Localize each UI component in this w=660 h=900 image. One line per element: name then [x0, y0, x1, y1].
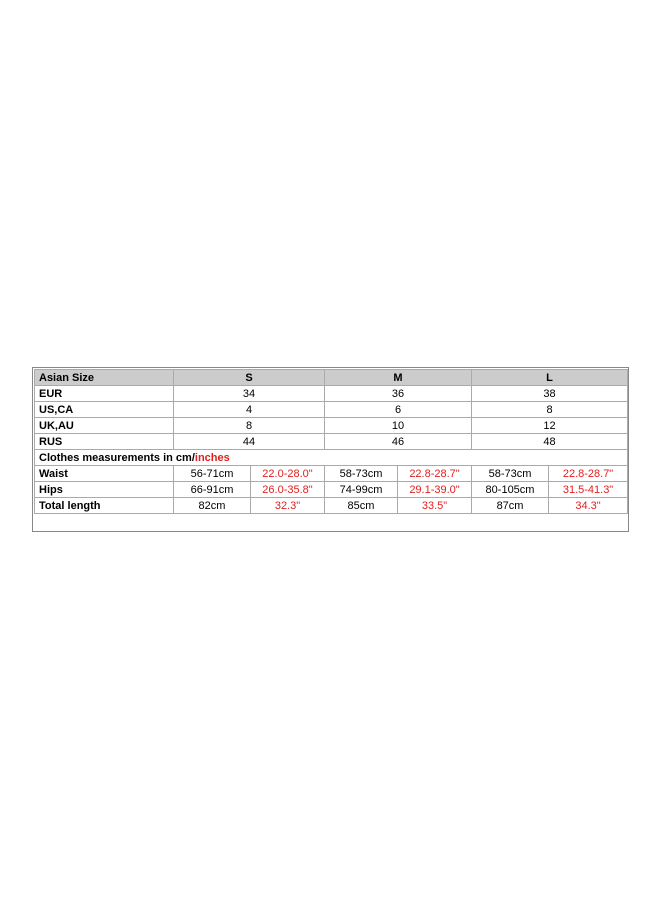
cell-m: 36	[325, 386, 472, 402]
section-title-highlight: inches	[194, 451, 230, 464]
row-label: EUR	[35, 386, 174, 402]
size-row-uk-au	[35, 418, 628, 434]
cell-l: 8	[472, 402, 628, 418]
row-label: Hips	[35, 482, 174, 498]
measurement-row-waist	[35, 466, 628, 482]
header-label: Asian Size	[35, 370, 174, 386]
size-chart-table	[34, 369, 628, 514]
cell-m-cm: 85cm	[325, 498, 398, 514]
cell-l: 48	[472, 434, 628, 450]
size-header-l: L	[472, 370, 628, 386]
cell-m: 46	[325, 434, 472, 450]
cell-l-inches: 22.8-28.7"	[549, 466, 628, 482]
row-label: UK,AU	[35, 418, 174, 434]
cell-s-inches: 22.0-28.0"	[251, 466, 325, 482]
row-label: Waist	[35, 466, 174, 482]
cell-s-inches: 32.3"	[251, 498, 325, 514]
cell-s: 4	[174, 402, 325, 418]
measurement-row-hips	[35, 482, 628, 498]
cell-l-inches: 34.3"	[549, 498, 628, 514]
cell-l: 12	[472, 418, 628, 434]
measurement-row-total-length	[35, 498, 628, 514]
size-row-eur	[35, 386, 628, 402]
row-label: RUS	[35, 434, 174, 450]
section-title	[35, 450, 628, 466]
cell-l: 38	[472, 386, 628, 402]
cell-l-cm: 80-105cm	[472, 482, 549, 498]
cell-l-cm: 87cm	[472, 498, 549, 514]
cell-m-cm: 74-99cm	[325, 482, 398, 498]
header-row	[35, 370, 628, 386]
cell-m-inches: 29.1-39.0"	[398, 482, 472, 498]
cell-s-inches: 26.0-35.8"	[251, 482, 325, 498]
cell-s: 44	[174, 434, 325, 450]
cell-s-cm: 66-91cm	[174, 482, 251, 498]
cell-m-inches: 33.5"	[398, 498, 472, 514]
section-title-row	[35, 450, 628, 466]
cell-m: 10	[325, 418, 472, 434]
cell-m-inches: 22.8-28.7"	[398, 466, 472, 482]
cell-s: 34	[174, 386, 325, 402]
cell-s-cm: 82cm	[174, 498, 251, 514]
row-label: Total length	[35, 498, 174, 514]
size-header-m: M	[325, 370, 472, 386]
size-row-rus	[35, 434, 628, 450]
cell-l-cm: 58-73cm	[472, 466, 549, 482]
section-title-prefix: Clothes measurements in cm/	[39, 451, 195, 464]
row-label: US,CA	[35, 402, 174, 418]
cell-m-cm: 58-73cm	[325, 466, 398, 482]
size-row-us-ca	[35, 402, 628, 418]
size-header-s: S	[174, 370, 325, 386]
cell-l-inches: 31.5-41.3"	[549, 482, 628, 498]
cell-s-cm: 56-71cm	[174, 466, 251, 482]
cell-m: 6	[325, 402, 472, 418]
cell-s: 8	[174, 418, 325, 434]
